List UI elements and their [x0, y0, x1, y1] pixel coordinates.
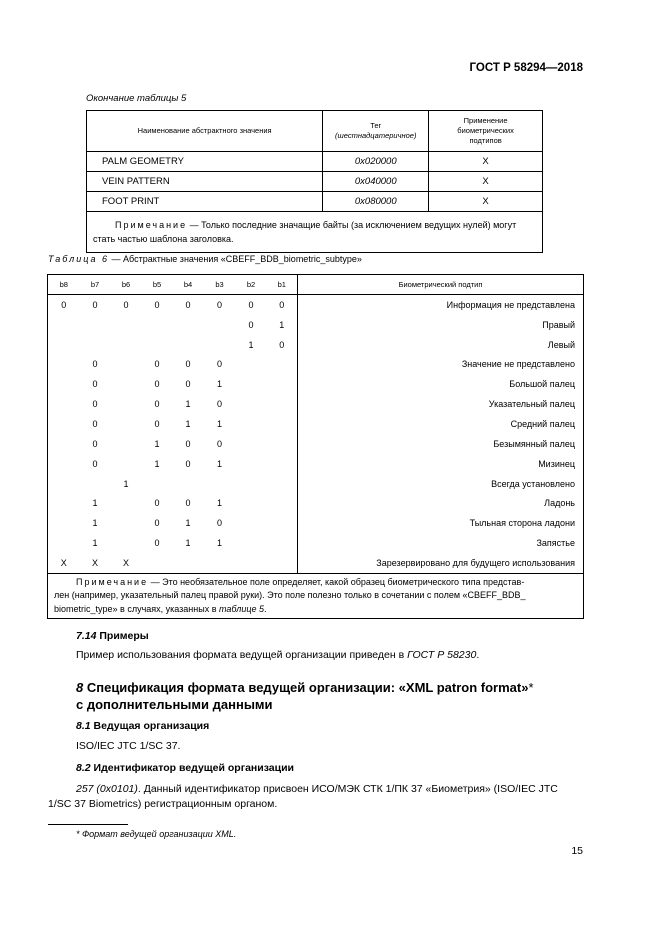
subtype-description: Зарезервировано для будущего использования [298, 553, 584, 573]
bit-cell: 0 [92, 399, 98, 410]
bit-cell [142, 474, 173, 494]
table-row [48, 335, 584, 355]
table-row: FOOT PRINT 0x080000 X [87, 192, 543, 212]
bit-cell: 0 [185, 359, 191, 370]
table-row [48, 295, 584, 315]
bit-cell: 0 [279, 299, 285, 310]
subtype-description: Значение не представлено [298, 355, 584, 375]
bit-cell: X [122, 557, 129, 568]
bit-cell [142, 315, 173, 335]
table5 [86, 110, 543, 253]
bit-cell [80, 335, 111, 355]
bit-cell: 1 [185, 538, 191, 549]
bit-cell: 0 [185, 299, 191, 310]
bit-cell [48, 493, 80, 513]
bit-cell [236, 374, 267, 394]
table-row [48, 553, 584, 573]
bit-cell [236, 513, 267, 533]
bit-cell: X [91, 557, 98, 568]
bit-cell: 1 [248, 339, 254, 350]
bit-cell: 1 [92, 538, 98, 549]
bit-cell [173, 315, 204, 335]
bit-cell [111, 315, 142, 335]
section-7-14-text: Пример использования формата ведущей организации приведен в ГОСТ Р 58230. [76, 649, 480, 661]
bit-cell: 1 [92, 498, 98, 509]
subtype-description: Мизинец [298, 454, 584, 474]
bit-cell: 0 [185, 379, 191, 390]
section-8-heading: 8 Спецификация формата ведущей организации: «XML patron format»* с дополнительными данными [76, 680, 534, 712]
bit-cell [267, 474, 298, 494]
bit-cell: X [48, 553, 80, 573]
bit-cell [48, 315, 80, 335]
bit-cell: 0 [92, 458, 98, 469]
bit-cell [48, 355, 80, 375]
bit-cell [267, 493, 298, 513]
bit-cell: 1 [154, 458, 160, 469]
bit-cell [111, 374, 142, 394]
table-row [48, 493, 584, 513]
bit-cell: 0 [92, 379, 98, 390]
table-row [48, 355, 584, 375]
bit-cell [48, 533, 80, 553]
page-number: 15 [571, 845, 583, 857]
table-row [48, 394, 584, 414]
footnote-divider [48, 824, 128, 825]
table-row [48, 474, 584, 494]
bit-cell [267, 553, 298, 573]
subtype-description: Всегда установлено [298, 474, 584, 494]
bit-cell [111, 414, 142, 434]
bit-cell: 0 [216, 359, 222, 370]
bit-cell: 1 [216, 458, 222, 469]
table5-caption: Окончание таблицы 5 [86, 93, 187, 104]
bit-cell [267, 454, 298, 474]
footnote: * Формат ведущей организации XML. [76, 829, 237, 839]
bit-cell [236, 474, 267, 494]
bit-cell [111, 335, 142, 355]
bit-cell: 1 [185, 418, 191, 429]
section-8-1-text: ISO/IEC JTC 1/SC 37. [76, 740, 181, 752]
bit-cell [48, 474, 80, 494]
bit-cell [111, 394, 142, 414]
table6-header-desc: Биометрический подтип [298, 275, 584, 295]
section-8-1-heading: 8.1 Ведущая организация [76, 720, 210, 732]
bit-cell: 0 [92, 418, 98, 429]
table-row [48, 414, 584, 434]
bit-cell: 0 [48, 295, 80, 315]
table-row [48, 315, 584, 335]
bit-cell: 0 [154, 418, 160, 429]
bit-cell [80, 315, 111, 335]
bit-cell: 0 [216, 438, 222, 449]
subtype-description: Левый [298, 335, 584, 355]
section-8-2-text: 257 (0x0101). Данный идентификатор присвоен ИСО/МЭК СТК 1/ПК 37 «Биометрия» (ISO/IEC JTC [76, 783, 558, 795]
bit-cell: 0 [216, 299, 222, 310]
bit-cell [267, 513, 298, 533]
bit-cell: 0 [216, 399, 222, 410]
bit-cell [111, 533, 142, 553]
bit-cell: 0 [154, 379, 160, 390]
bit-cell [111, 513, 142, 533]
table5-header-tag: Тег (шестнадцатеричное) [323, 111, 429, 152]
table6: b8 b7 b6 b5 b4 b3 b2 b1 Биометрический подтип 0 0 0 0 0 0 0 0 Информация не представлена 0 1 Правый 1 0 Левый 0 0 0 0 Значение не представлено 0 0 0 1 Большой палец 0 0 1 0 Указательный палец 0 0 1 1 Средний палец 0 1 0 0 Безымянный палец 0 1 0 1 Мизинец 1 Всегда установлено 1 0 0 1 Ладонь 1 0 1 0 Тыльная сторона ладони 1 0 1 1 Запястье X X X Зарезервировано для будущего использования Примечание — Это необязательное поле определяет, какой образец биометрического типа представ- лен (например, указательный палец правой руки). Это поле полезно только в сочетании с полем «CBEFF_BDB_ biometric_type» в случаях, указанных в таблице 5. [47, 274, 584, 619]
table-row [48, 533, 584, 553]
bit-cell [111, 355, 142, 375]
bit-cell [111, 454, 142, 474]
subtype-description: Большой палец [298, 374, 584, 394]
bit-cell: 1 [216, 538, 222, 549]
subtype-description: Средний палец [298, 414, 584, 434]
section-7-14-heading: 7.14 Примеры [76, 630, 149, 642]
bit-cell [173, 553, 204, 573]
table-row [48, 374, 584, 394]
bit-cell: 1 [154, 438, 160, 449]
bit-cell [204, 335, 236, 355]
bit-cell: 0 [154, 538, 160, 549]
bit-cell: 0 [154, 498, 160, 509]
bit-cell: 0 [279, 339, 285, 350]
bit-cell [267, 533, 298, 553]
table-row [48, 513, 584, 533]
bit-cell: 0 [92, 438, 98, 449]
table-row [48, 454, 584, 474]
bit-cell [48, 374, 80, 394]
bit-cell: 0 [154, 299, 160, 310]
bit-cell [48, 335, 80, 355]
bit-cell [204, 315, 236, 335]
bit-cell [48, 513, 80, 533]
bit-cell: 0 [216, 518, 222, 529]
bit-cell [48, 434, 80, 454]
bit-cell: 1 [216, 418, 222, 429]
table-row: PALM GEOMETRY 0x020000 X [87, 152, 543, 172]
bit-cell: 1 [216, 498, 222, 509]
subtype-description: Информация не представлена [298, 295, 584, 315]
bit-cell: 1 [279, 319, 285, 330]
bit-cell [111, 434, 142, 454]
bit-cell: 1 [123, 478, 129, 489]
bit-cell [173, 474, 204, 494]
bit-cell: 0 [248, 319, 254, 330]
bit-cell: 0 [248, 299, 254, 310]
table5-header-use: Применение биометрических подтипов [429, 111, 543, 152]
bit-cell: 1 [216, 379, 222, 390]
table-row: VEIN PATTERN 0x040000 X [87, 172, 543, 192]
table5-header-name: Наименование абстрактного значения [87, 111, 323, 152]
subtype-description: Тыльная сторона ладони [298, 513, 584, 533]
bit-cell [48, 414, 80, 434]
bit-cell [142, 553, 173, 573]
bit-cell [204, 553, 236, 573]
bit-cell: 0 [154, 518, 160, 529]
subtype-description: Запястье [298, 533, 584, 553]
bit-cell [236, 414, 267, 434]
bit-cell [236, 454, 267, 474]
bit-cell [267, 414, 298, 434]
bit-cell [236, 355, 267, 375]
bit-cell [236, 533, 267, 553]
table-row [48, 434, 584, 454]
bit-cell: 1 [92, 518, 98, 529]
bit-cell [267, 394, 298, 414]
subtype-description: Правый [298, 315, 584, 335]
bit-cell [111, 493, 142, 513]
subtype-description: Ладонь [298, 493, 584, 513]
table6-note: Примечание — Это необязательное поле определяет, какой образец биометрического типа представ- лен (например, указательный палец правой руки). Это поле полезно только в сочетании с полем «CBEFF_BDB_ biometric_type» в случаях, указанных в таблице 5. [48, 573, 584, 618]
bit-cell [236, 434, 267, 454]
bit-cell [173, 335, 204, 355]
bit-cell: 1 [185, 399, 191, 410]
bit-cell [80, 474, 111, 494]
bit-cell [236, 394, 267, 414]
section-8-2-heading: 8.2 Идентификатор ведущей организации [76, 762, 294, 774]
bit-cell [142, 335, 173, 355]
bit-cell: 0 [154, 359, 160, 370]
subtype-description: Безымянный палец [298, 434, 584, 454]
bit-cell [267, 355, 298, 375]
subtype-description: Указательный палец [298, 394, 584, 414]
document-header: ГОСТ Р 58294—2018 [469, 62, 583, 74]
bit-cell: 0 [92, 359, 98, 370]
bit-cell [267, 374, 298, 394]
bit-cell: 0 [185, 458, 191, 469]
bit-cell: 0 [185, 438, 191, 449]
bit-cell: 0 [92, 299, 98, 310]
bit-cell [204, 474, 236, 494]
bit-cell: 1 [185, 518, 191, 529]
bit-cell [48, 394, 80, 414]
bit-cell [267, 434, 298, 454]
bit-cell [48, 454, 80, 474]
table5-note: Примечание — Только последние значащие байты (за исключением ведущих нулей) могут стать частью шаблона заголовка. [87, 212, 543, 253]
table6-caption: Таблица 6 — Абстрактные значения «CBEFF_BDB_biometric_subtype» [48, 254, 362, 264]
section-8-2-text-cont: 1/SC 37 Biometrics) регистрационным органом. [48, 798, 278, 810]
bit-cell [236, 553, 267, 573]
bit-cell: 0 [185, 498, 191, 509]
bit-cell: 0 [154, 399, 160, 410]
bit-cell: 0 [123, 299, 129, 310]
bit-cell [236, 493, 267, 513]
